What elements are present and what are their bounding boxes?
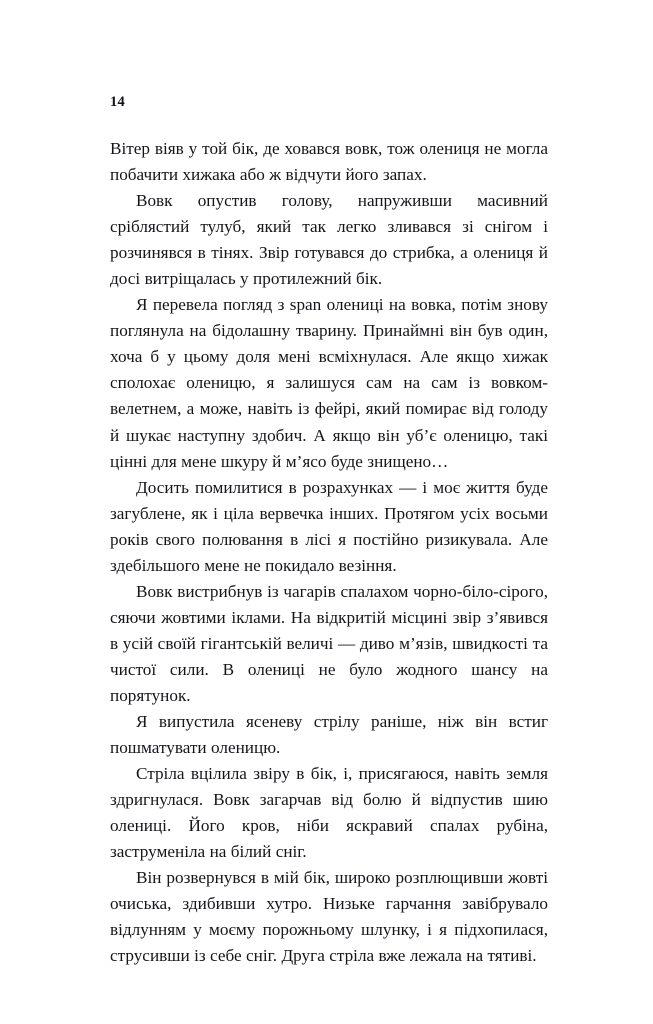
paragraph: Вовк опустив голову, напруживши масивний сріблястий тулуб, який так легко зливався зі снігом і розчинявся в тінях. Звір готувався до стрибка, а олениця й досі витріщалась у протилежний бік.: [110, 191, 548, 289]
paragraph: Я випустила ясеневу стрілу раніше, ніж він встиг пошматувати оленицю.: [110, 712, 548, 758]
paragraph: Вовк вистрибнув із чагарів спалахом чорно-біло-сірого, сяючи жовтими іклами. На відкритій місцині звір з’явився в усій своїй гігантській величі — диво м’язів, швидкості та чистої сили. В олениці не було жодного шансу на порятунок.: [110, 581, 548, 705]
paragraph: Вітер віяв у той бік, де ховався вовк, тож олениця не могла побачити хижака або ж відчути його запах.: [110, 139, 548, 185]
page-number: 14: [110, 94, 125, 110]
paragraph: Він розвернувся в мій бік, широко розплющивши жовті очиська, здибивши хутро. Низьке гарчання завібрувало відлунням у моєму порожньому шлунку, і я підхопилася, струсивши із себе сніг. Друга стріла вже лежала на тятиві.: [110, 868, 548, 966]
body-text-block: [110, 136, 548, 970]
paragraph: Я перевела погляд з span олениці на вовка, потім знову поглянула на бідолашну тварину. Принаймні він був один, хоча б у цьому доля мені всміхнулася. Але якщо хижак сполохає оленицю, я залишуся сам на сам із вовком-велетнем, а може, навіть із фейрі, який помирає від голоду й шукає наступну здобич. А якщо він уб’є оленицю, такі цінні для мене шкуру й м’ясо буде знищено…: [110, 295, 548, 471]
paragraph: Досить помилитися в розрахунках — і моє життя буде загублене, як і ціла вервечка інших. Протягом усіх восьми років свого полювання в лісі я постійно ризикувала. Але здебільшого мене не покидало везіння.: [110, 477, 548, 575]
paragraph: Стріла вцілила звіру в бік, і, присягаюся, навіть земля здригнулася. Вовк загарчав від болю й відпустив шию олениці. Його кров, ніби яскравий спалах рубіна, заструменіла на білий сніг.: [110, 764, 548, 862]
